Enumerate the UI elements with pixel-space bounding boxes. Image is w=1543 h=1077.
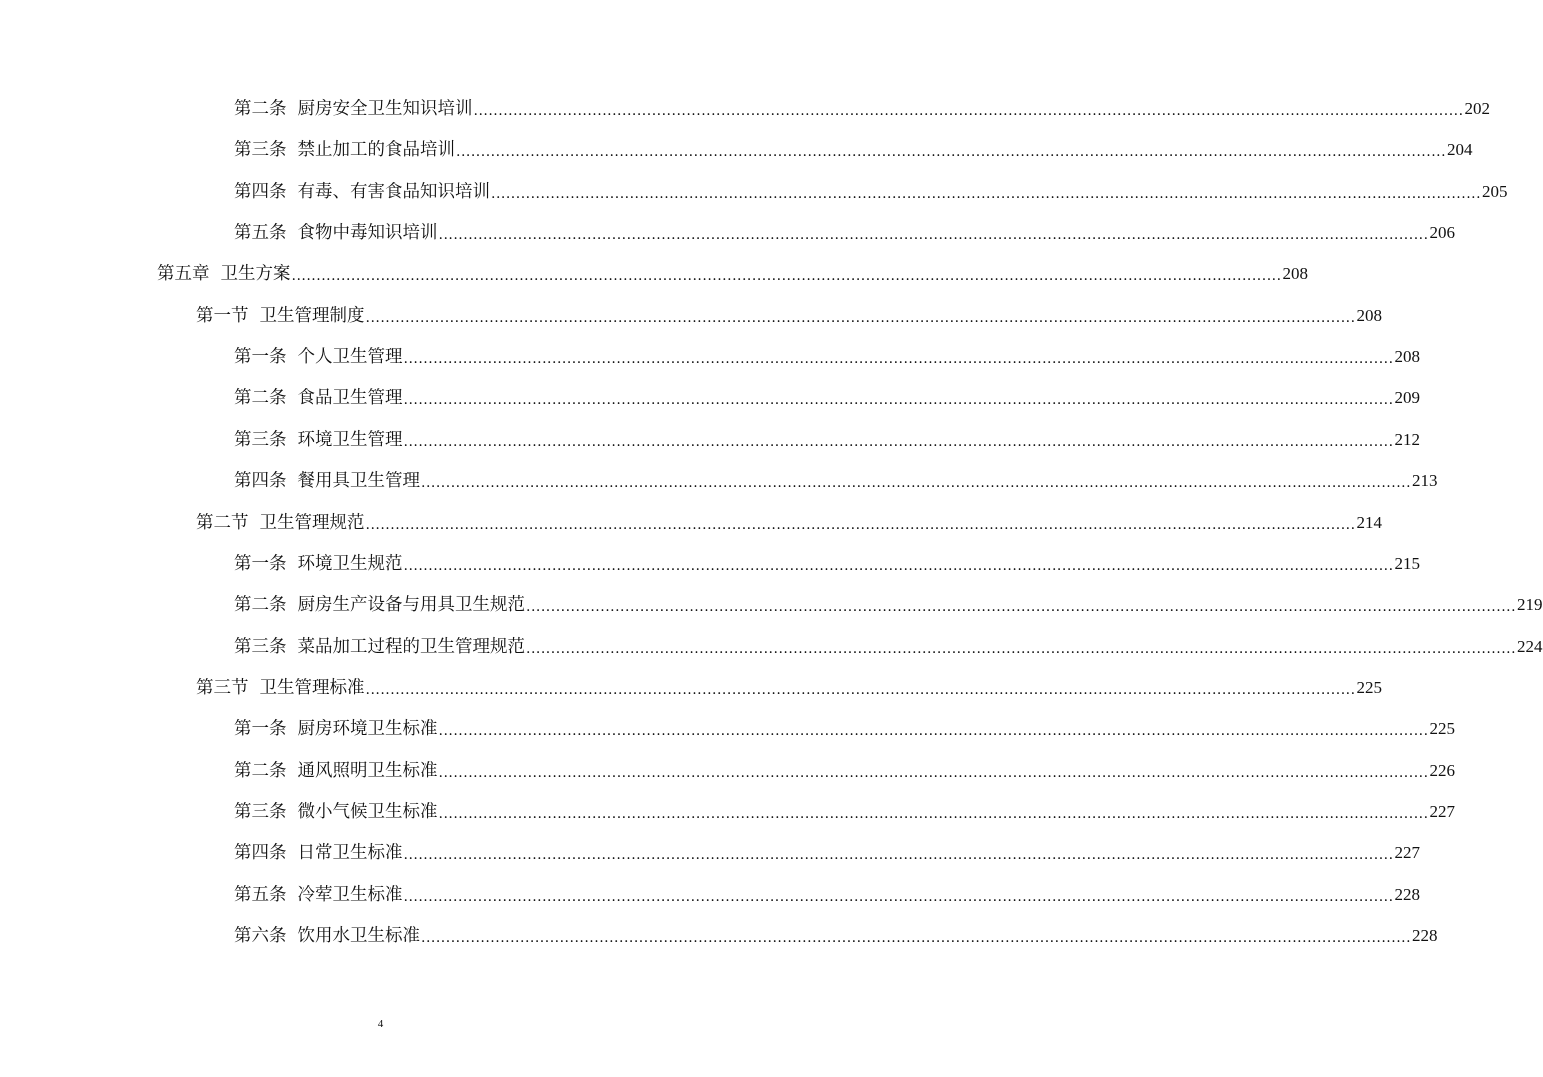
toc-entry-page: 208	[1394, 347, 1421, 366]
toc-entry-page: 219	[1517, 595, 1543, 614]
toc-entry[interactable]	[234, 468, 1438, 494]
toc-entry-number: 第五章	[157, 264, 210, 284]
toc-entry-page: 202	[1464, 99, 1491, 118]
toc-entry[interactable]	[234, 179, 1508, 205]
toc-leader-dots: ........................................................................................................................................................................................................	[403, 351, 1394, 367]
toc-entry-title: 禁止加工的食品培训	[297, 140, 455, 160]
toc-entry[interactable]	[157, 261, 1309, 287]
toc-entry-number: 第一条	[234, 554, 287, 574]
toc-leader-dots: ........................................................................................................................................................................................................	[421, 475, 1412, 491]
toc-entry[interactable]	[234, 758, 1456, 784]
toc-leader-dots: ........................................................................................................................................................................................................	[403, 889, 1394, 905]
toc-entry-number: 第五条	[234, 223, 287, 243]
toc-entry-page: 226	[1429, 761, 1456, 780]
toc-entry-title: 饮用水卫生标准	[297, 926, 420, 946]
toc-entry[interactable]	[234, 882, 1421, 908]
toc-leader-dots: ........................................................................................................................................................................................................	[421, 930, 1412, 946]
toc-entry-page: 209	[1394, 388, 1421, 407]
toc-entry-page: 225	[1429, 719, 1456, 738]
toc-entry-page: 214	[1356, 513, 1383, 532]
toc-entry-title: 卫生方案	[220, 264, 291, 284]
toc-entry[interactable]	[234, 427, 1421, 453]
toc-leader-dots: ........................................................................................................................................................................................................	[526, 641, 1517, 657]
toc-entry-title: 环境卫生规范	[297, 554, 403, 574]
toc-entry-title: 环境卫生管理	[297, 430, 403, 450]
toc-leader-dots: ........................................................................................................................................................................................................	[438, 765, 1429, 781]
toc-entry-page: 213	[1412, 471, 1438, 490]
toc-entry-page: 228	[1394, 885, 1421, 904]
toc-entry-number: 第二条	[234, 388, 287, 408]
toc-entry[interactable]	[234, 96, 1491, 122]
toc-leader-dots: ........................................................................................................................................................................................................	[365, 517, 1356, 533]
toc-entry-number: 第三条	[234, 430, 287, 450]
toc-entry-title: 厨房环境卫生标准	[297, 719, 438, 739]
toc-entry-number: 第一条	[234, 347, 287, 367]
toc-entry-number: 第五条	[234, 885, 287, 905]
toc-entry-page: 206	[1429, 223, 1456, 242]
toc-entry-title: 日常卫生标准	[297, 843, 403, 863]
toc-entry-title: 餐用具卫生管理	[297, 471, 420, 491]
toc-entry-number: 第三节	[196, 678, 249, 698]
toc-entry-number: 第六条	[234, 926, 287, 946]
toc-entry[interactable]	[234, 220, 1456, 246]
toc-entry-page: 208	[1282, 264, 1309, 283]
toc-entry-title: 厨房安全卫生知识培训	[297, 99, 473, 119]
toc-leader-dots: ........................................................................................................................................................................................................	[403, 558, 1394, 574]
toc-leader-dots: ........................................................................................................................................................................................................	[438, 227, 1429, 243]
toc-entry-title: 食物中毒知识培训	[297, 223, 438, 243]
toc-entry-title: 卫生管理规范	[259, 513, 365, 533]
page-number: 4	[377, 1018, 384, 1030]
toc-entry-number: 第一节	[196, 306, 249, 326]
toc-leader-dots: ........................................................................................................................................................................................................	[456, 144, 1447, 160]
toc-entry-number: 第三条	[234, 802, 287, 822]
toc-entry-title: 微小气候卫生标准	[297, 802, 438, 822]
toc-entry[interactable]	[234, 799, 1456, 825]
toc-entry-page: 227	[1394, 843, 1421, 862]
toc-entry-page: 208	[1356, 306, 1383, 325]
toc-leader-dots: ........................................................................................................................................................................................................	[526, 599, 1517, 615]
toc-entry-number: 第二条	[234, 99, 287, 119]
toc-leader-dots: ........................................................................................................................................................................................................	[403, 434, 1394, 450]
toc-entry-number: 第四条	[234, 843, 287, 863]
toc-entry[interactable]	[234, 634, 1543, 660]
toc-entry-page: 212	[1394, 430, 1421, 449]
toc-entry-page: 227	[1429, 802, 1456, 821]
toc-leader-dots: ........................................................................................................................................................................................................	[365, 682, 1356, 698]
toc-entry-number: 第三条	[234, 637, 287, 657]
toc-leader-dots: ........................................................................................................................................................................................................	[365, 310, 1356, 326]
toc-leader-dots: ........................................................................................................................................................................................................	[473, 103, 1464, 119]
toc-entry-title: 个人卫生管理	[297, 347, 403, 367]
toc-entry-page: 215	[1394, 554, 1421, 573]
toc-leader-dots: ........................................................................................................................................................................................................	[403, 392, 1394, 408]
toc-entry-page: 225	[1356, 678, 1383, 697]
toc-entry-number: 第二条	[234, 761, 287, 781]
toc-entry-number: 第一条	[234, 719, 287, 739]
toc-entry[interactable]	[234, 923, 1438, 949]
toc-entry[interactable]	[234, 551, 1421, 577]
toc-entry-number: 第二条	[234, 595, 287, 615]
toc-entry[interactable]	[234, 592, 1543, 618]
toc-entry[interactable]	[234, 137, 1473, 163]
toc-entry-title: 菜品加工过程的卫生管理规范	[297, 637, 525, 657]
toc-entry-title: 通风照明卫生标准	[297, 761, 438, 781]
toc-leader-dots: ........................................................................................................................................................................................................	[438, 806, 1429, 822]
toc-leader-dots: ........................................................................................................................................................................................................	[491, 186, 1482, 202]
toc-entry[interactable]	[196, 303, 1383, 329]
toc-entry-title: 卫生管理标准	[259, 678, 365, 698]
toc-entry-page: 204	[1447, 140, 1473, 159]
toc-leader-dots: ........................................................................................................................................................................................................	[438, 723, 1429, 739]
toc-entry-number: 第二节	[196, 513, 249, 533]
toc-entry[interactable]	[234, 385, 1421, 411]
toc-entry[interactable]	[196, 510, 1383, 536]
toc-entry-page: 228	[1412, 926, 1438, 945]
toc-entry-page: 224	[1517, 637, 1543, 656]
toc-entry-number: 第四条	[234, 182, 287, 202]
toc-entry-title: 冷荤卫生标准	[297, 885, 403, 905]
toc-entry-number: 第四条	[234, 471, 287, 491]
toc-leader-dots: ........................................................................................................................................................................................................	[403, 847, 1394, 863]
toc-entry-title: 有毒、有害食品知识培训	[297, 182, 490, 202]
toc-entry[interactable]	[234, 344, 1421, 370]
toc-entry-page: 205	[1482, 182, 1508, 201]
toc-entry-title: 卫生管理制度	[259, 306, 365, 326]
toc-entry-title: 食品卫生管理	[297, 388, 403, 408]
toc-entry-title: 厨房生产设备与用具卫生规范	[297, 595, 525, 615]
toc-entry-number: 第三条	[234, 140, 287, 160]
toc-entry[interactable]	[196, 675, 1383, 701]
toc-entry[interactable]	[234, 840, 1421, 866]
toc-entry[interactable]	[234, 716, 1456, 742]
toc-leader-dots: ........................................................................................................................................................................................................	[291, 268, 1282, 284]
